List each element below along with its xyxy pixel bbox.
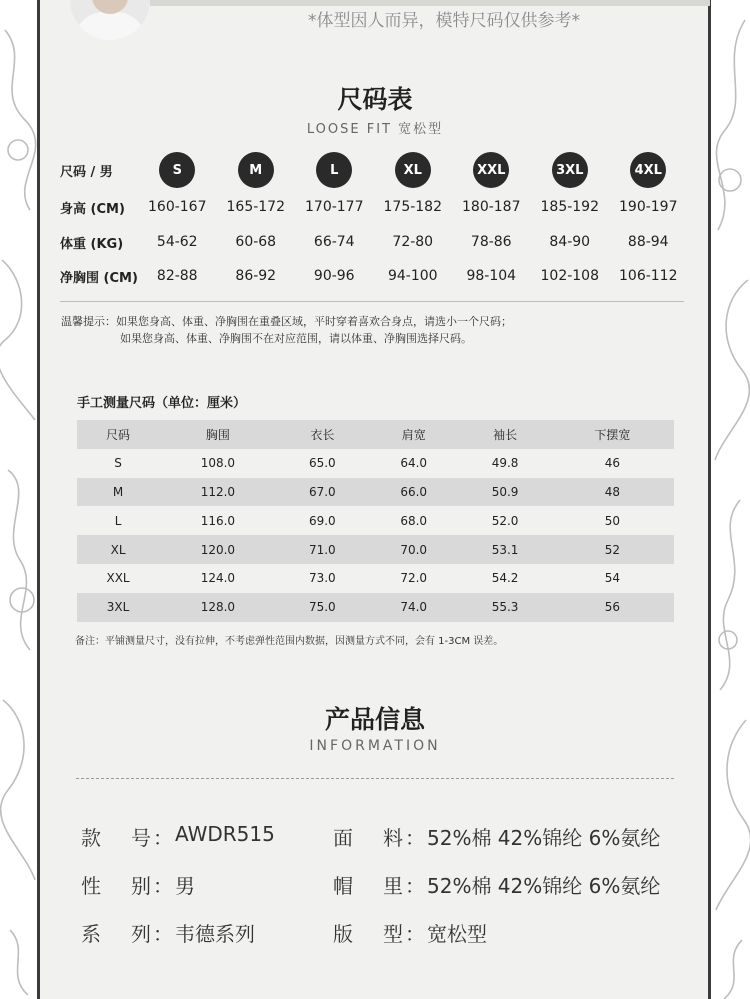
table-cell: 75.0 — [277, 593, 368, 622]
info-item-fabric: 面 料 ： 52%棉 42%锦纶 6%氨纶 — [333, 822, 660, 851]
info-value: 52%棉 42%锦纶 6%氨纶 — [427, 874, 661, 898]
table-cell: 56 — [551, 593, 674, 622]
table-cell: 55.3 — [459, 593, 550, 622]
info-value: 宽松型 — [427, 922, 487, 946]
weight-row-label: 体重 (KG) — [60, 236, 124, 252]
header-size: 尺码 — [77, 420, 159, 449]
table-cell: 108.0 — [200, 456, 236, 471]
weight-cell: 72-80 — [392, 234, 434, 250]
table-cell: 54 — [604, 571, 621, 586]
measure-table-title: 手工测量尺码（单位：厘米） — [77, 396, 247, 411]
product-info-title: 产品信息 — [324, 705, 425, 734]
table-cell: 74.0 — [368, 593, 459, 622]
size-badge-4xl: 4XL — [630, 152, 666, 188]
info-value: AWDR515 — [175, 822, 275, 846]
measure-table-note: 备注：平铺测量尺寸，没有拉伸，不考虑弹性范围内数据，因测量方式不同，会有 1-3CM 误差。 — [75, 636, 504, 647]
height-row-label: 身高 (CM) — [60, 201, 125, 217]
size-badge-xl: XL — [395, 152, 431, 188]
height-cell: 175-182 — [383, 199, 442, 215]
height-cell: 160-167 — [148, 199, 207, 215]
size-tip-line: 温馨提示：如果您身高、体重、净胸围在重叠区域，平时穿着喜欢合身点，请选小一个尺码； — [61, 315, 512, 328]
table-cell: 54.2 — [491, 571, 519, 586]
size-badge-m: M — [238, 152, 274, 188]
measure-table-header — [77, 420, 674, 449]
table-cell: L — [114, 513, 122, 528]
weight-cell: 54-62 — [156, 234, 198, 250]
table-cell: XL — [77, 535, 159, 564]
info-value: 男 — [175, 874, 195, 898]
table-cell: 68.0 — [400, 513, 428, 528]
product-info-divider — [76, 778, 674, 779]
info-item-fit: 版 型 ： 宽松型 — [333, 918, 487, 947]
table-row — [77, 564, 674, 593]
weight-cell: 60-68 — [235, 234, 277, 250]
table-cell: 49.8 — [491, 456, 519, 471]
table-cell: 53.1 — [459, 535, 550, 564]
left-decorative-sketch — [0, 0, 40, 999]
table-cell: 52 — [551, 535, 674, 564]
table-cell: 124.0 — [200, 571, 236, 586]
header-sleeve: 袖长 — [459, 420, 550, 449]
table-row — [77, 593, 674, 622]
table-cell: 112.0 — [159, 478, 277, 507]
height-cell: 170-177 — [305, 199, 364, 215]
height-cell: 190-197 — [619, 199, 678, 215]
table-row — [77, 449, 674, 478]
chest-row — [60, 261, 700, 291]
size-chart-divider — [60, 301, 684, 302]
model-size-note: *体型因人而异，模特尺码仅供参考* — [308, 10, 580, 31]
table-cell: 64.0 — [400, 456, 428, 471]
chest-cell: 94-100 — [387, 268, 438, 284]
weight-row — [60, 227, 700, 257]
info-value: 韦德系列 — [175, 922, 255, 946]
info-item-series: 系 列 ： 韦德系列 — [81, 918, 255, 947]
right-decorative-sketch — [710, 0, 750, 999]
chest-row-label: 净胸围 (CM) — [60, 270, 138, 286]
table-cell: 3XL — [77, 593, 159, 622]
table-cell: 71.0 — [277, 535, 368, 564]
height-cell: 185-192 — [540, 199, 599, 215]
table-cell: 70.0 — [368, 535, 459, 564]
size-badge-3xl: 3XL — [552, 152, 588, 188]
height-cell: 165-172 — [226, 199, 285, 215]
measure-table — [77, 420, 674, 622]
chest-cell: 82-88 — [156, 268, 198, 284]
info-item-style-no: 款 号 ： AWDR515 — [81, 822, 275, 850]
table-cell: 116.0 — [200, 513, 236, 528]
size-chart-title: 尺码表 — [337, 85, 413, 114]
header-chest: 胸围 — [159, 420, 277, 449]
chest-cell: 106-112 — [619, 268, 678, 284]
size-chart-subtitle: LOOSE FIT 宽松型 — [306, 122, 444, 137]
weight-cell: 78-86 — [470, 234, 512, 250]
size-tip-line: 如果您身高、体重、净胸围不在对应范围，请以体重、净胸围选择尺码。 — [120, 332, 472, 345]
table-cell: M — [77, 478, 159, 507]
table-cell: 46 — [604, 456, 621, 471]
size-tips — [61, 313, 512, 347]
table-cell: 52.0 — [491, 513, 519, 528]
header-shoulder: 肩宽 — [368, 420, 459, 449]
product-info-subtitle: INFORMATION — [309, 738, 441, 754]
table-cell: 50.9 — [459, 478, 550, 507]
chest-cell: 98-104 — [466, 268, 517, 284]
header-hem: 下摆宽 — [551, 420, 674, 449]
table-cell: S — [114, 456, 122, 471]
info-value: 52%棉 42%锦纶 6%氨纶 — [427, 826, 661, 850]
table-row — [77, 535, 674, 564]
size-badge-s: S — [159, 152, 195, 188]
table-cell: 65.0 — [308, 456, 336, 471]
table-row — [77, 506, 674, 535]
size-row — [60, 155, 700, 185]
size-badge-xxl: XXL — [473, 152, 509, 188]
table-cell: 67.0 — [277, 478, 368, 507]
info-item-hood-lining: 帽 里 ： 52%棉 42%锦纶 6%氨纶 — [333, 870, 660, 899]
table-cell: 69.0 — [308, 513, 336, 528]
weight-cell: 84-90 — [549, 234, 591, 250]
table-cell: XXL — [106, 571, 130, 586]
table-cell: 120.0 — [159, 535, 277, 564]
table-cell: 128.0 — [159, 593, 277, 622]
header-length: 衣长 — [277, 420, 368, 449]
size-badge-l: L — [316, 152, 352, 188]
size-row-label: 尺码 / 男 — [60, 164, 113, 180]
height-row — [60, 192, 700, 222]
weight-cell: 66-74 — [313, 234, 355, 250]
table-cell: 72.0 — [400, 571, 428, 586]
chest-cell: 90-96 — [313, 268, 355, 284]
table-row — [77, 478, 674, 507]
chest-cell: 86-92 — [235, 268, 277, 284]
chest-cell: 102-108 — [540, 268, 599, 284]
info-item-gender: 性 别 ： 男 — [81, 870, 195, 899]
weight-cell: 88-94 — [627, 234, 669, 250]
table-cell: 50 — [604, 513, 621, 528]
height-cell: 180-187 — [462, 199, 521, 215]
table-cell: 66.0 — [368, 478, 459, 507]
table-cell: 48 — [551, 478, 674, 507]
table-cell: 73.0 — [308, 571, 336, 586]
